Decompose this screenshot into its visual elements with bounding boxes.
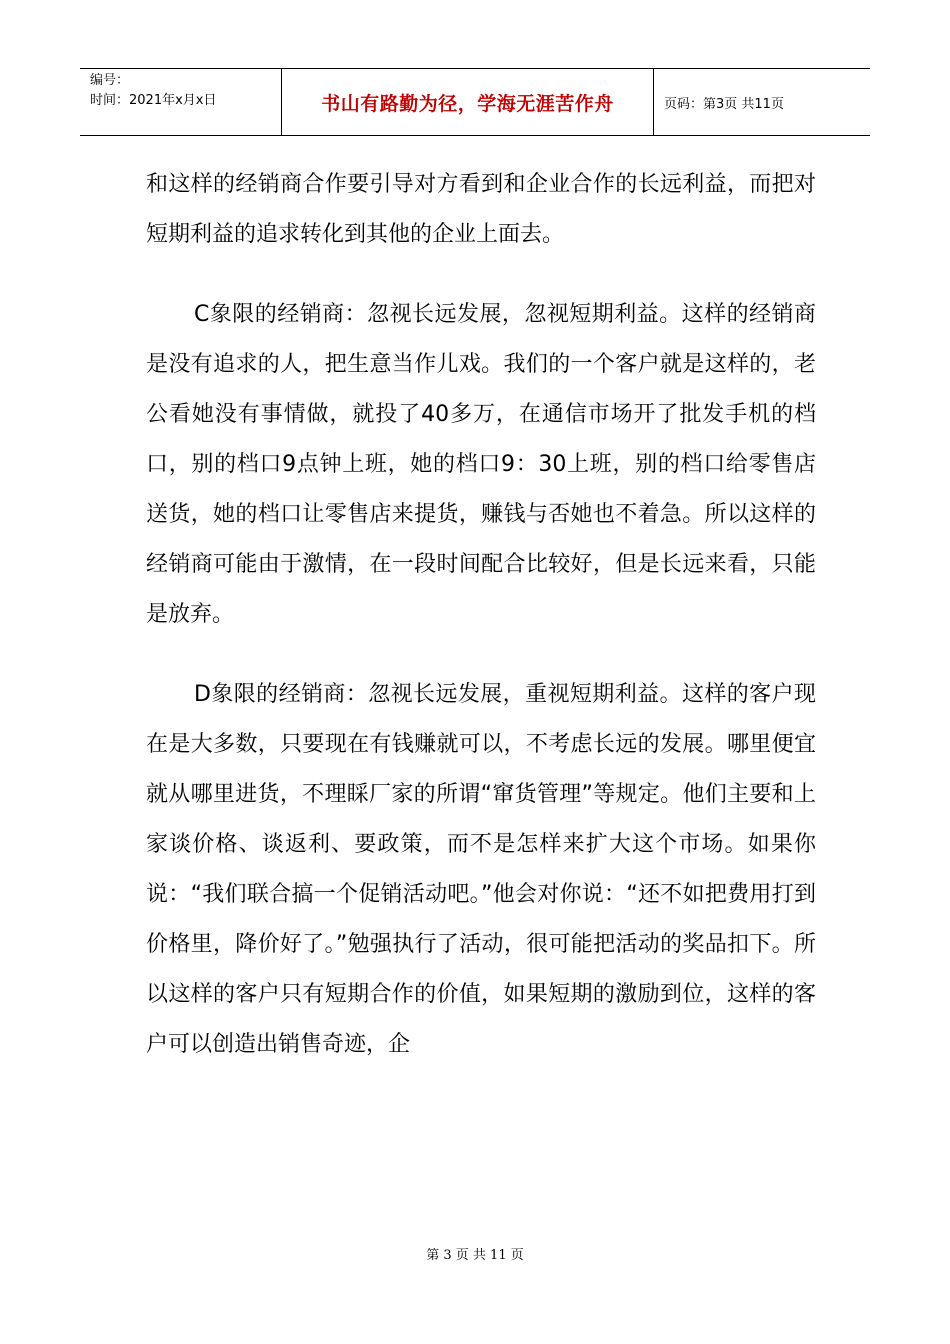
document-date: 时间：2021年x月x日 <box>90 93 217 108</box>
header-page-cell <box>654 69 870 135</box>
header-motto-cell <box>282 69 654 135</box>
header-motto: 书山有路勤为径，学海无涯苦作舟 <box>321 92 614 115</box>
page-header-table <box>80 68 870 136</box>
document-body <box>146 160 816 1070</box>
header-page-info: 页码：第3页 共11页 <box>664 96 784 112</box>
page-footer: 第 3 页 共 11 页 <box>426 1248 524 1263</box>
header-meta-cell <box>80 69 282 135</box>
document-number-label: 编号： <box>90 73 130 88</box>
paragraph-continuation: 和这样的经销商合作要引导对方看到和企业合作的长远利益，而把对短期利益的追求转化到其他的企业上面去。 <box>146 172 816 247</box>
paragraph-quadrant-d: D象限的经销商：忽视长远发展，重视短期利益。这样的客户现在是大多数，只要现在有钱赚就可以，不考虑长远的发展。哪里便宜就从哪里进货，不理睬厂家的所谓“窜货管理”等规定。他们主要和上家谈价格、谈返利、要政策，而不是怎样来扩大这个市场。如果你说：“我们联合搞一个促销活动吧。”他会对你说：“还不如把费用打到价格里，降价好了。”勉强执行了活动，很可能把活动的奖品扣下。所以这样的客户只有短期合作的价值，如果短期的激励到位，这样的客户可以创造出销售奇迹，企 <box>146 682 816 1057</box>
paragraph-quadrant-c: C象限的经销商：忽视长远发展，忽视短期利益。这样的经销商是没有追求的人，把生意当作儿戏。我们的一个客户就是这样的，老公看她没有事情做，就投了40多万，在通信市场开了批发手机的档口，别的档口9点钟上班，她的档口9：30上班，别的档口给零售店送货，她的档口让零售店来提货，赚钱与否她也不着急。所以这样的经销商可能由于激情，在一段时间配合比较好，但是长远来看，只能是放弃。 <box>146 302 816 627</box>
